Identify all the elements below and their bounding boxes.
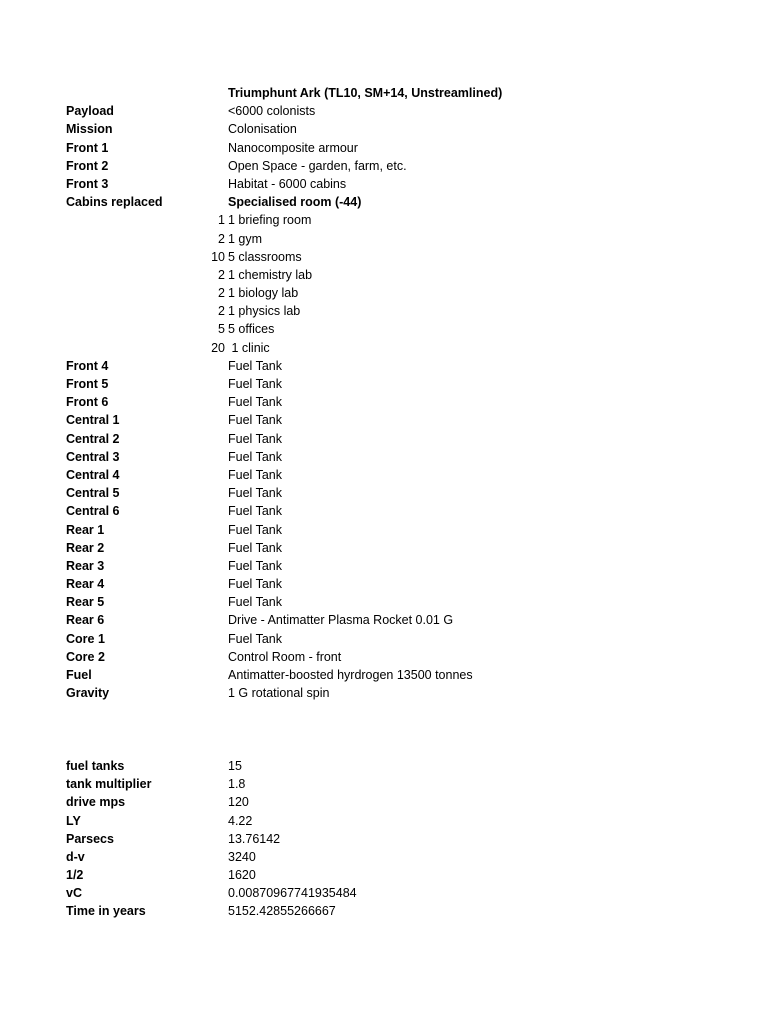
cabins-replaced-value: Specialised room (-44): [228, 195, 362, 210]
module-row: [0, 593, 768, 611]
mission-row: [0, 120, 768, 138]
calc-row: [0, 775, 768, 793]
module-label: Rear 4: [66, 577, 105, 592]
module-value: Fuel Tank: [228, 540, 282, 555]
module-label: Central 1: [66, 413, 120, 428]
room-value: 5 offices: [228, 322, 275, 337]
calc-value: 13.76142: [228, 831, 281, 846]
room-value: 1 gym: [228, 231, 263, 246]
module-label: Central 4: [66, 467, 120, 482]
front1-row: [0, 139, 768, 157]
front2-label: Front 2: [66, 158, 109, 173]
cabins-replaced-row: [0, 193, 768, 211]
front2-value: Open Space - garden, farm, etc.: [228, 158, 407, 173]
module-label: Central 5: [66, 486, 120, 501]
payload-label: Payload: [66, 104, 114, 119]
calc-value: 3240: [228, 849, 256, 864]
mission-label: Mission: [66, 122, 113, 137]
module-value: Fuel Tank: [228, 431, 282, 446]
room-count: 10: [211, 249, 225, 264]
module-value: Fuel Tank: [228, 467, 282, 482]
module-label: Front 5: [66, 377, 109, 391]
module-row: [0, 393, 768, 411]
module-value: Control Room - front: [228, 649, 342, 664]
room-count: 2: [218, 286, 225, 301]
room-row: [0, 320, 768, 338]
module-value: Fuel Tank: [228, 413, 282, 428]
room-row: [0, 230, 768, 248]
module-label: Rear 6: [66, 613, 105, 628]
room-count: 2: [218, 267, 225, 282]
module-value: Fuel Tank: [228, 504, 282, 519]
module-label: Central 2: [66, 431, 120, 446]
calc-label: drive mps: [66, 795, 126, 810]
module-label: Front 6: [66, 395, 109, 410]
room-count: 5: [218, 322, 225, 337]
module-label: Rear 1: [66, 522, 105, 537]
module-value: Fuel Tank: [228, 377, 282, 391]
module-row: [0, 411, 768, 429]
room-count: 1: [218, 213, 225, 228]
room-row: [0, 248, 768, 266]
calc-row: [0, 848, 768, 866]
calc-value: 120: [228, 795, 249, 810]
sheet-title: Triumphunt Ark (TL10, SM+14, Unstreamlined): [228, 86, 503, 100]
title-row: [0, 84, 768, 102]
module-label: Rear 5: [66, 595, 105, 610]
module-row: [0, 521, 768, 539]
calc-label: fuel tanks: [66, 758, 125, 773]
room-value: 1 physics lab: [228, 304, 301, 319]
module-value: Drive - Antimatter Plasma Rocket 0.01 G: [228, 613, 454, 628]
module-label: Core 1: [66, 631, 105, 646]
calc-row: [0, 757, 768, 775]
module-row: [0, 484, 768, 502]
module-label: Central 3: [66, 449, 120, 464]
module-value: Antimatter-boosted hyrdrogen 13500 tonnes: [228, 668, 473, 682]
calc-label: 1/2: [66, 868, 84, 883]
front1-value: Nanocomposite armour: [228, 140, 358, 155]
module-value: Fuel Tank: [228, 577, 282, 592]
front3-label: Front 3: [66, 176, 109, 191]
module-label: Rear 3: [66, 558, 105, 573]
module-label: Core 2: [66, 649, 105, 664]
module-row: [0, 502, 768, 520]
front3-row: [0, 175, 768, 193]
room-value: 1 clinic: [228, 340, 270, 355]
module-row: [0, 539, 768, 557]
module-label: Front 4: [66, 358, 109, 373]
room-count: 20: [211, 340, 225, 355]
calc-label: tank multiplier: [66, 777, 152, 792]
calc-row: [0, 866, 768, 884]
blank-rows: [0, 702, 768, 757]
calc-row: [0, 812, 768, 830]
room-count: 2: [218, 304, 225, 319]
module-row: [0, 375, 768, 393]
module-row: [0, 630, 768, 648]
room-row: [0, 266, 768, 284]
module-row: [0, 557, 768, 575]
module-row: [0, 430, 768, 448]
spreadsheet-sheet: [0, 84, 768, 921]
payload-row: [0, 102, 768, 120]
calc-value: 5152.42855266667: [228, 904, 336, 919]
room-value: 5 classrooms: [228, 249, 302, 264]
module-label: Fuel: [66, 668, 92, 682]
module-row: [0, 357, 768, 375]
calc-value: 1.8: [228, 777, 246, 792]
module-row: [0, 648, 768, 666]
module-row: [0, 611, 768, 629]
mission-value: Colonisation: [228, 122, 297, 137]
room-row: [0, 284, 768, 302]
cabins-replaced-label: Cabins replaced: [66, 195, 163, 210]
room-value: 1 chemistry lab: [228, 267, 313, 282]
calc-row: [0, 830, 768, 848]
room-row: [0, 211, 768, 229]
calc-value: 0.00870967741935484: [228, 886, 357, 901]
module-value: Fuel Tank: [228, 449, 282, 464]
module-value: Fuel Tank: [228, 486, 282, 501]
module-value: Fuel Tank: [228, 358, 282, 373]
room-value: 1 biology lab: [228, 286, 299, 301]
front1-label: Front 1: [66, 140, 109, 155]
module-value: Fuel Tank: [228, 631, 282, 646]
module-row: [0, 466, 768, 484]
module-label: Central 6: [66, 504, 120, 519]
calc-label: d-v: [66, 849, 85, 864]
calc-label: Time in years: [66, 904, 146, 919]
calc-value: 15: [228, 758, 242, 773]
front2-row: [0, 157, 768, 175]
module-value: Fuel Tank: [228, 522, 282, 537]
calc-value: 1620: [228, 868, 256, 883]
room-count: 2: [218, 231, 225, 246]
module-row: [0, 666, 768, 684]
calc-label: Parsecs: [66, 831, 114, 846]
room-value: 1 briefing room: [228, 213, 312, 228]
module-label: Gravity: [66, 686, 110, 701]
module-value: Fuel Tank: [228, 595, 282, 610]
module-label: Rear 2: [66, 540, 105, 555]
module-row: [0, 448, 768, 466]
calc-row: [0, 884, 768, 902]
room-row: [0, 339, 768, 357]
calc-label: vC: [66, 886, 82, 901]
module-row: [0, 684, 768, 702]
module-value: 1 G rotational spin: [228, 686, 330, 701]
calc-label: LY: [66, 813, 81, 828]
front3-value: Habitat - 6000 cabins: [228, 176, 347, 191]
module-value: Fuel Tank: [228, 558, 282, 573]
payload-value: <6000 colonists: [228, 104, 316, 119]
calc-value: 4.22: [228, 813, 253, 828]
calc-row: [0, 793, 768, 811]
room-row: [0, 302, 768, 320]
module-row: [0, 575, 768, 593]
calc-row: [0, 902, 768, 920]
module-value: Fuel Tank: [228, 395, 282, 410]
